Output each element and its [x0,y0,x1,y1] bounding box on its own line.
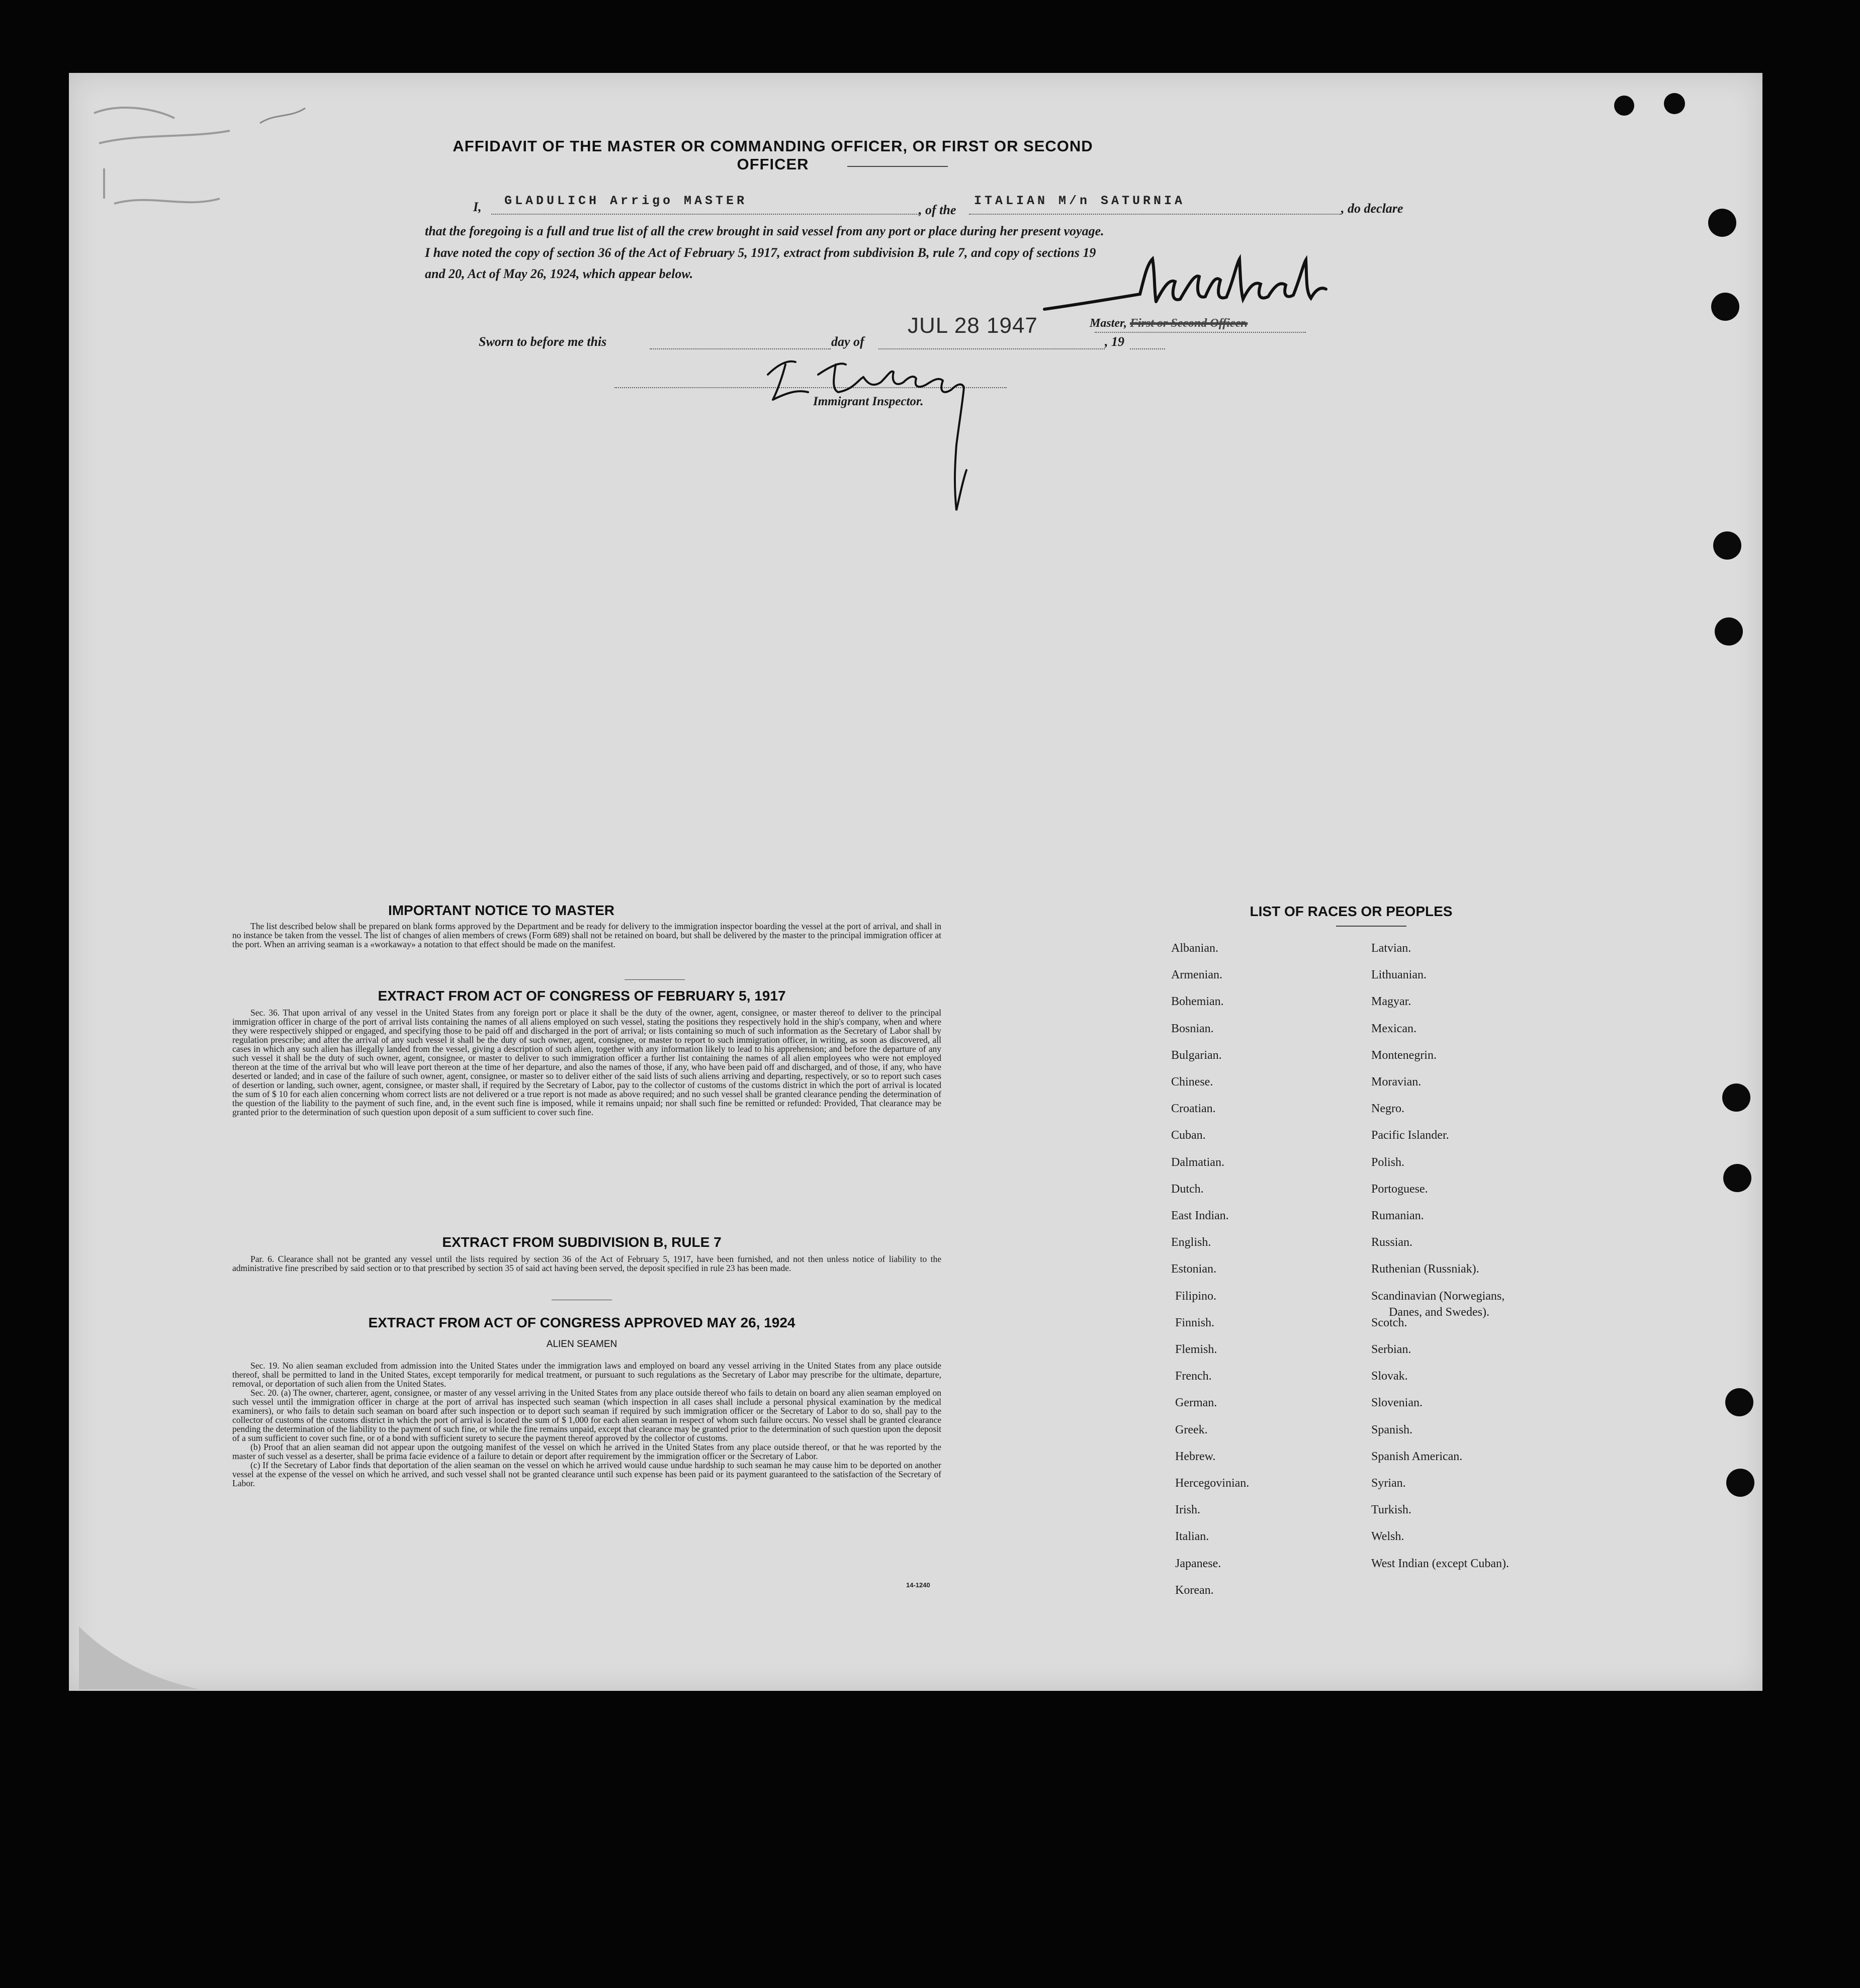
punch-hole [1711,293,1739,321]
races-title: LIST OF RACES OR PEOPLES [1250,903,1453,919]
races-title-underline [1336,926,1406,927]
race-item: Bosnian. [1171,1022,1214,1035]
corner-fold [79,1621,210,1692]
race-item: Moravian. [1371,1075,1422,1089]
race-item: Estonian. [1171,1262,1216,1276]
race-item: Hercegovinian. [1175,1477,1250,1490]
race-item: Slovak. [1371,1370,1408,1383]
vessel-field-line [969,214,1341,215]
race-item: Chinese. [1171,1075,1213,1089]
notice-title: IMPORTANT NOTICE TO MASTER [388,902,615,918]
punch-hole [1708,209,1736,237]
do-declare-label: , do declare [1341,201,1403,216]
sworn-label: Sworn to before me this [479,334,607,349]
sec-20c-paragraph: (c) If the Secretary of Labor finds that deportation of the alien seaman on the vessel on which he arrived would cause undue hardship to such seaman he may cause him to be deported on another vessel at the expense of the vessel on which he arrived, and such vessel shall not be granted clearance until such expense has been paid or its payment guaranteed to the satisfaction of the Secretary of Labor. [232,1460,941,1488]
extract-1917-title: EXTRACT FROM ACT OF CONGRESS OF FEBRUARY 5, 1917 [378,988,786,1004]
date-stamp: JUL 28 1947 [908,313,1038,338]
race-item: Polish. [1371,1155,1405,1169]
race-item: Filipino. [1175,1289,1217,1303]
race-item: Russian. [1371,1236,1413,1249]
year-line [1130,348,1165,349]
year-prefix: , 19 [1105,334,1124,349]
punch-hole [1725,1388,1753,1416]
race-item: Scandinavian (Norwegians, [1371,1289,1505,1303]
race-item: Dalmatian. [1171,1155,1224,1169]
punch-hole [1664,93,1685,114]
race-item: Welsh. [1371,1530,1404,1544]
punch-hole [1614,96,1634,116]
race-item: Danes, and Swedes). [1389,1305,1489,1319]
race-item: Spanish. [1371,1423,1413,1436]
race-item: Latvian. [1371,942,1411,955]
rule7-title: EXTRACT FROM SUBDIVISION B, RULE 7 [442,1234,722,1250]
rule7-paragraph: Par. 6. Clearance shall not be granted any vessel until the lists required by section 36 of the Act of February 5, 1917, have been furnished, and not then unless notice of liability to the administrative fine prescribed by said section or to that prescribed by section 35 of said act having been served, the deposit specified in rule 23 has been made. [232,1254,941,1273]
race-item: Croatian. [1171,1102,1216,1116]
sec-19-paragraph: Sec. 19. No alien seaman excluded from admission into the United States under the immigration laws and employed on board any vessel arriving in the United States from any place outside thereof, shall be permitted to land in the United States, except temporarily for medical treatment, or pursuant to such regulations as the Secretary of Labor may prescribe for the ultimate, departure, removal, or deportation of such alien from the United States. [232,1361,941,1389]
race-item: Negro. [1371,1102,1404,1116]
vessel-name: ITALIAN M/n SATURNIA [974,194,1186,208]
master-name: GLADULICH Arrigo MASTER [504,194,748,208]
race-item: Magyar. [1371,995,1411,1009]
master-signature [1039,254,1331,324]
day-of-label: day of [831,334,864,349]
race-item: English. [1171,1236,1211,1249]
extract-1917-text [232,1008,941,1117]
race-item: Albanian. [1171,942,1218,955]
race-item: Finnish. [1175,1316,1215,1329]
race-item: Pacific Islander. [1371,1129,1449,1142]
alien-seamen-subtitle: ALIEN SEAMEN [546,1339,617,1349]
race-item: French. [1175,1370,1212,1383]
inspector-label: Immigrant Inspector. [813,395,924,408]
race-item: Irish. [1175,1503,1200,1517]
race-item: Bulgarian. [1171,1048,1222,1062]
race-item: German. [1175,1396,1217,1410]
master-title: Master, [1090,317,1127,330]
race-item: Portoguese. [1371,1182,1428,1196]
affidavit-line-3: I have noted the copy of section 36 of the Act of February 5, 1917, extract from subdivision B, rule 7, and copy of sections 19 [425,245,1096,260]
punch-hole [1713,531,1741,560]
race-item: Spanish American. [1371,1450,1463,1463]
inspector-signature [758,344,1009,535]
affidavit-line-2: that the foregoing is a full and true list of all the crew brought in said vessel from any port or place during her present voyage. [425,224,1104,238]
struck-officer-text: First or Second Officer. [1130,317,1248,330]
race-item: Montenegrin. [1371,1048,1437,1062]
affidavit-title: AFFIDAVIT OF THE MASTER OR COMMANDING OFFICER, OR FIRST OR SECOND OFFICER [453,137,1093,173]
race-item: Turkish. [1371,1503,1411,1517]
punch-hole [1715,617,1743,646]
affidavit-line-4: and 20, Act of May 26, 1924, which appear below. [425,266,693,281]
race-item: Lithuanian. [1371,968,1427,982]
race-item: Syrian. [1371,1477,1406,1490]
notice-divider [625,979,685,980]
race-item: East Indian. [1171,1209,1229,1222]
race-item: Korean. [1175,1583,1214,1597]
race-item: Serbian. [1371,1343,1411,1356]
affidavit-line-1 [473,200,482,215]
race-item: Mexican. [1371,1022,1416,1035]
race-item: Armenian. [1171,968,1222,982]
race-item: Italian. [1175,1530,1209,1544]
sec-20a-paragraph: Sec. 20. (a) The owner, charterer, agent, consignee, or master of any vessel arriving in the United States from any place outside thereof who fails to detain on board any alien seaman employed on such vessel until the immigration officer in charge at the port of arrival has inspected such seaman (which inspection in all cases shall include a personal physical examination by the medical examiners), or who fails to detain such seaman on board after such inspection or to deport such seaman if required by such immigration officer or the Secretary of Labor to do so, shall pay to the collector of customs of the customs district in which the port of arrival is located the sum of $ 1,000 for each alien seaman in respect of whom such failure occurs. No vessel shall be granted clearance pending the determination of the liability to the payment of such fine, or while the fine remains unpaid, except that clearance may be granted prior to the determination of such question upon the deposit of a sum sufficient to cover such fine, or of a bond with sufficient surety to secure the payment thereof approved by the collector of customs. [232,1388,941,1443]
master-signature-line [1095,332,1306,333]
race-item: Dutch. [1171,1182,1204,1196]
rule7-text [232,1254,941,1273]
name-field-line [491,214,919,215]
extract-1924-text [232,1361,941,1488]
race-item: Bohemian. [1171,995,1224,1009]
race-item: Japanese. [1175,1557,1221,1570]
form-number: 14-1240 [906,1581,930,1589]
notice-paragraph: The list described below shall be prepared on blank forms approved by the Department and be ready for delivery to the immigration inspector boarding the vessel at the port of arrival, and shall in no instance be taken from the vessel. The list of changes of alien members of crews (Form 689) shall not be retained on board, but shall be delivered by the master to the principal immigration officer at the port. When an arriving seaman is a «workaway» a notation to that effect should be made on the manifest. [232,921,941,949]
punch-hole [1723,1164,1751,1192]
master-label [1090,317,1248,330]
race-item: Rumanian. [1371,1209,1424,1222]
title-underline [847,166,948,167]
race-item: Ruthenian (Russniak). [1371,1262,1479,1276]
race-item: Hebrew. [1175,1450,1216,1463]
race-item: West Indian (except Cuban). [1371,1557,1509,1570]
punch-hole [1726,1469,1754,1497]
race-item: Greek. [1175,1423,1208,1436]
faint-handwriting-mark [79,83,340,244]
document-page [69,73,1762,1691]
punch-hole [1722,1083,1750,1112]
extract-1924-title: EXTRACT FROM ACT OF CONGRESS APPROVED MAY 26, 1924 [368,1315,795,1330]
affidavit-prefix: I, [473,200,482,214]
notice-text [232,922,941,949]
race-item: Slovenian. [1371,1396,1423,1410]
race-item: Cuban. [1171,1129,1206,1142]
extract-1917-paragraph: Sec. 36. That upon arrival of any vessel in the United States from any foreign port or place it shall be the duty of the owner, agent, consignee, or master thereof to deliver to the principal immigration officer in charge of the port of arrival lists containing the names of all aliens employed on such vessel, stating the positions they respectively hold in the ship's company, when and where they were respectively shipped or engaged, and specifying those to be paid off and discharged in the port of arrival; or lists containing so much of such information as the Secretary of Labor shall by regulation prescribe; and after the arrival of any such vessel it shall be the duty of such owner, agent, consignee, or master to report to such immigration officer, in writing, as soon as discovered, all cases in which any such alien has illegally landed from the vessel, giving a description of such alien, together with any information likely to lead to his apprehension; and before the departure of any such vessel it shall be the duty of such owner, agent, consignee, or master to deliver to such immigration officer a further list containing the names of all alien employees who were not employed thereon at the time of the arrival but who will leave port thereon at the time of her departure, and also the names of those, if any, who have been paid off and discharged, and of those, if any, who have deserted or landed; and in case of the failure of such owner, agent, consignee, or master so to deliver either of the said lists of such aliens arriving and departing, respectively, or so to report such cases of desertion or landing, such owner, agent, consignee, or master shall, if required by the Secretary of Labor, pay to the collector of customs of the customs district in which the port of arrival is located the sum of $ 10 for each alien concerning whom correct lists are not delivered or a true report is not made as above required; and no such vessel shall be granted clearance pending the determination of the question of the liability to the payment of such fine, and, in the event such fine is imposed, while it remains unpaid; nor shall such fine be remitted or refunded: Provided, That clearance may be granted prior to the determination of such question upon deposit of a sum sufficient to cover such fine. [232,1008,941,1117]
race-item: Scotch. [1371,1316,1407,1329]
sec-20b-paragraph: (b) Proof that an alien seaman did not appear upon the outgoing manifest of the vessel on which he arrived in the United States from any place outside thereof, or that he was reported by the master of such vessel as a deserter, shall be prima facie evidence of a failure to detain or deport after requirement by the immigration officer or the Secretary of Labor. [232,1442,941,1461]
race-item: Flemish. [1175,1343,1217,1356]
of-the-label: , of the [919,203,956,217]
